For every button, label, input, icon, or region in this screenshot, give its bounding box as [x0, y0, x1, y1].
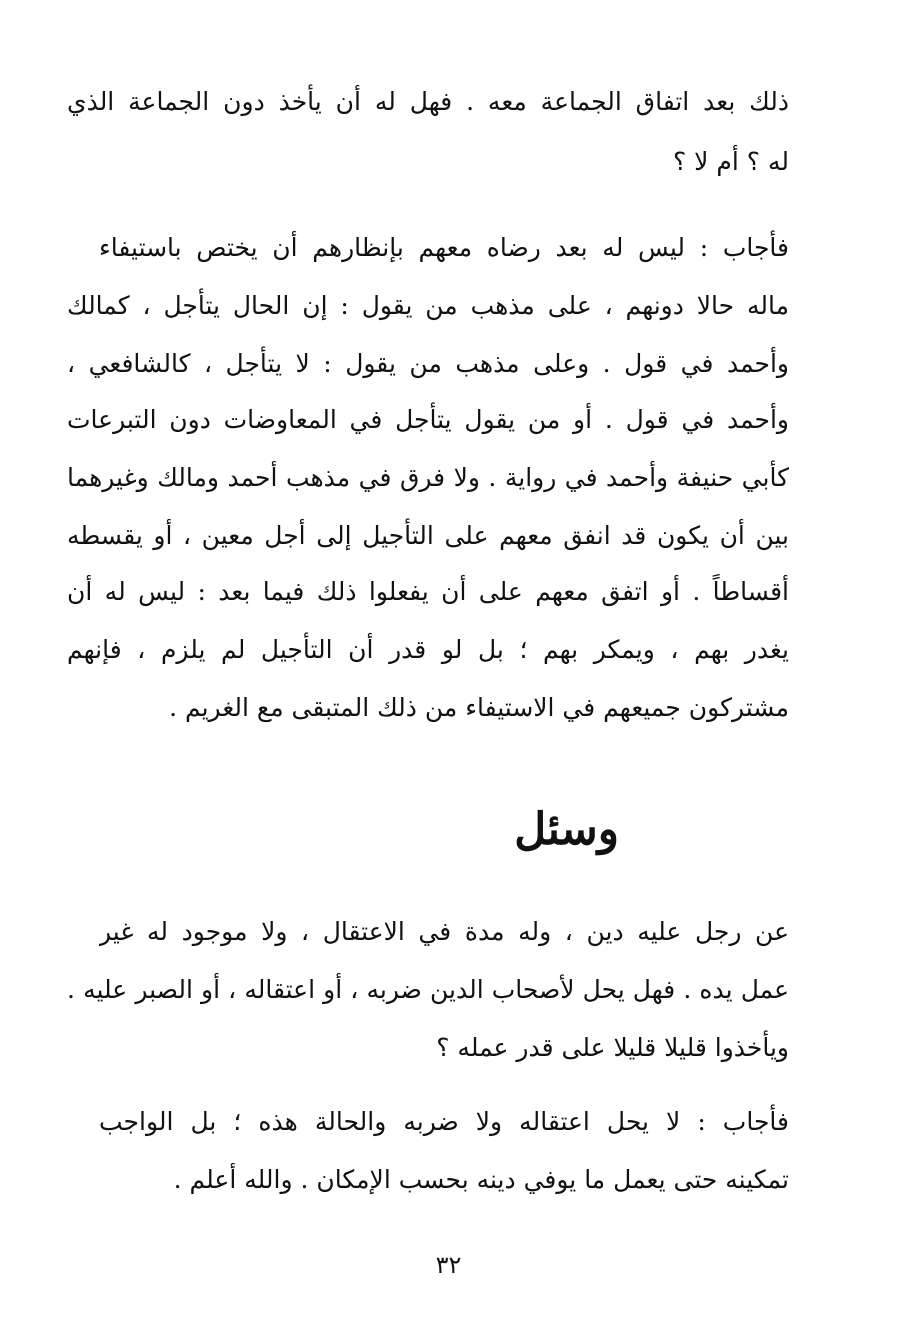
paragraph-2-line-1: فأجاب : ليس له بعد رضاه معهم بإنظارهم أن يختص باستيفاء — [99, 233, 789, 262]
paragraph-1-line-2: له ؟ أم لا ؟ — [672, 147, 789, 176]
paragraph-4-line-1: فأجاب : لا يحل اعتقاله ولا ضربه والحالة هذه ؛ بل الواجب — [99, 1107, 789, 1136]
paragraph-1-line-1: ذلك بعد اتفاق الجماعة معه . فهل له أن يأخذ دون الجماعة الذي — [67, 87, 789, 116]
page-number: ٣٢ — [435, 1251, 462, 1279]
paragraph-2-line-6: بين أن يكون قد انفق معهم على التأجيل إلى أجل معين ، أو يقسطه — [67, 521, 789, 550]
paragraph-2-line-5: كأبي حنيفة وأحمد في رواية . ولا فرق في مذهب أحمد ومالك وغيرهما — [67, 463, 789, 492]
paragraph-3-line-1: عن رجل عليه دين ، وله مدة في الاعتقال ، ولا موجود له غير — [99, 917, 789, 946]
paragraph-2-line-3: وأحمد في قول . وعلى مذهب من يقول : لا يتأجل ، كالشافعي ، — [67, 349, 789, 378]
paragraph-3-line-3: ويأخذوا قليلا قليلا على قدر عمله ؟ — [436, 1033, 789, 1062]
paragraph-3-line-2: عمل يده . فهل يحل لأصحاب الدين ضربه ، أو اعتقاله ، أو الصبر عليه . — [67, 975, 789, 1004]
paragraph-2-line-8: يغدر بهم ، ويمكر بهم ؛ بل لو قدر أن التأجيل لم يلزم ، فإنهم — [67, 635, 789, 664]
paragraph-2-line-2: ماله حالا دونهم ، على مذهب من يقول : إن الحال يتأجل ، كمالك — [67, 291, 789, 320]
section-heading: وسئل — [514, 804, 619, 855]
paragraph-4-line-2: تمكينه حتى يعمل ما يوفي دينه بحسب الإمكان . والله أعلم . — [173, 1165, 789, 1194]
paragraph-2-line-4: وأحمد في قول . أو من يقول يتأجل في المعاوضات دون التبرعات — [67, 405, 789, 434]
paragraph-2-line-7: أقساطاً . أو اتفق معهم على أن يفعلوا ذلك فيما بعد : ليس له أن — [67, 577, 789, 606]
paragraph-2-line-9: مشتركون جميعهم في الاستيفاء من ذلك المتبقى مع الغريم . — [169, 693, 789, 722]
